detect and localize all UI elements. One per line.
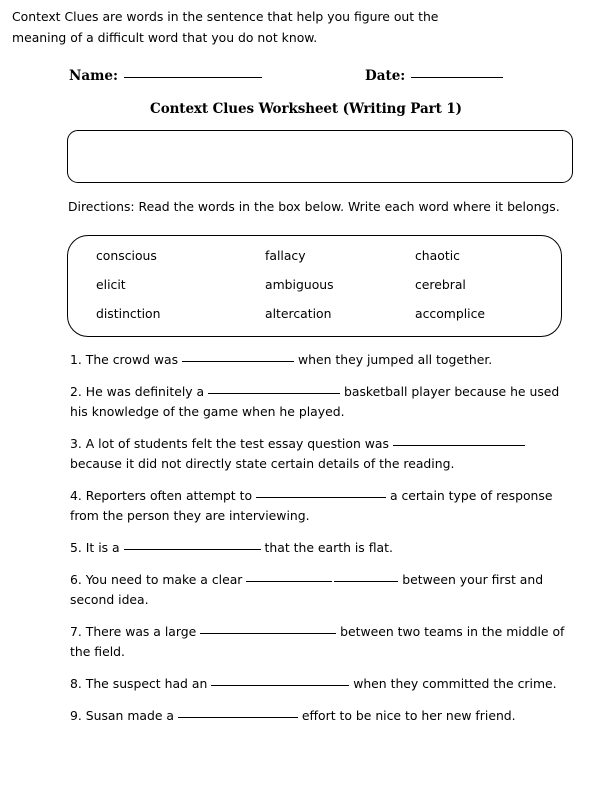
answer-blank[interactable] bbox=[256, 485, 386, 498]
answer-blank[interactable] bbox=[124, 537, 261, 550]
page-title: Context Clues Worksheet (Writing Part 1) bbox=[150, 101, 462, 117]
date-label: Date: bbox=[365, 68, 406, 84]
question-text-after: a certain type of response from the person they are interviewing. bbox=[70, 488, 557, 523]
question-text-before: 6. You need to make a clear bbox=[70, 572, 247, 587]
question-text-before: 9. Susan made a bbox=[70, 708, 178, 723]
question-text-after: between two teams in the middle of the field. bbox=[70, 624, 569, 659]
question-text-after: effort to be nice to her new friend. bbox=[297, 708, 516, 723]
question-text-before: 2. He was definitely a bbox=[70, 384, 209, 399]
word-bank-row bbox=[67, 248, 562, 277]
word-bank-word: conscious bbox=[96, 248, 157, 263]
question-text-after: when they jumped all together. bbox=[294, 352, 493, 367]
name-write-in-line[interactable] bbox=[124, 77, 262, 78]
question-item bbox=[70, 706, 570, 726]
question-text-after: that the earth is flat. bbox=[260, 540, 393, 555]
header-row bbox=[0, 68, 612, 92]
question-item bbox=[70, 570, 570, 610]
answer-blank[interactable] bbox=[246, 569, 332, 582]
question-text-before: 1. The crowd was bbox=[70, 352, 183, 367]
answer-blank[interactable] bbox=[393, 433, 525, 446]
word-bank-row bbox=[67, 306, 562, 335]
word-bank-word: cerebral bbox=[415, 277, 466, 292]
name-field[interactable] bbox=[69, 68, 262, 84]
intro-definition-box bbox=[67, 130, 573, 183]
question-text-after: when they committed the crime. bbox=[349, 676, 557, 691]
date-field[interactable] bbox=[365, 68, 503, 84]
question-item bbox=[70, 674, 570, 694]
question-text-before: 3. A lot of students felt the test essay question was bbox=[70, 436, 393, 451]
word-bank-word: ambiguous bbox=[265, 277, 334, 292]
question-text-before: 4. Reporters often attempt to bbox=[70, 488, 256, 503]
answer-blank-second[interactable] bbox=[334, 569, 398, 582]
question-item bbox=[70, 350, 570, 370]
question-item bbox=[70, 538, 570, 558]
date-write-in-line[interactable] bbox=[411, 77, 503, 78]
word-bank-word: chaotic bbox=[415, 248, 460, 263]
word-bank-word: distinction bbox=[96, 306, 161, 321]
answer-blank[interactable] bbox=[211, 673, 349, 686]
intro-definition-text: Context Clues are words in the sentence that help you figure out the meaning of a difficult word that you do not know. bbox=[12, 9, 439, 45]
answer-blank[interactable] bbox=[178, 705, 298, 718]
answer-blank[interactable] bbox=[182, 349, 294, 362]
question-text-before: 8. The suspect had an bbox=[70, 676, 212, 691]
question-text-after: basketball player because he used his knowledge of the game when he played. bbox=[70, 384, 564, 419]
word-bank-grid bbox=[67, 235, 562, 337]
word-bank-word: accomplice bbox=[415, 306, 486, 321]
question-item bbox=[70, 434, 570, 474]
name-label: Name: bbox=[69, 68, 118, 84]
question-text-after: between your first and second idea. bbox=[70, 572, 548, 607]
question-text-before: 5. It is a bbox=[70, 540, 124, 555]
word-bank-word: elicit bbox=[96, 277, 126, 292]
word-bank-row bbox=[67, 277, 562, 306]
question-text-before: 7. There was a large bbox=[70, 624, 201, 639]
questions-list bbox=[70, 350, 570, 738]
question-item bbox=[70, 622, 570, 662]
question-text-after: because it did not directly state certain details of the reading. bbox=[70, 436, 529, 471]
answer-blank[interactable] bbox=[200, 621, 336, 634]
question-item bbox=[70, 486, 570, 526]
directions-text: Directions: Read the words in the box below. Write each word where it belongs. bbox=[68, 199, 560, 214]
word-bank-word: altercation bbox=[265, 306, 332, 321]
question-item bbox=[70, 382, 570, 422]
answer-blank[interactable] bbox=[208, 381, 340, 394]
word-bank-word: fallacy bbox=[265, 248, 306, 263]
